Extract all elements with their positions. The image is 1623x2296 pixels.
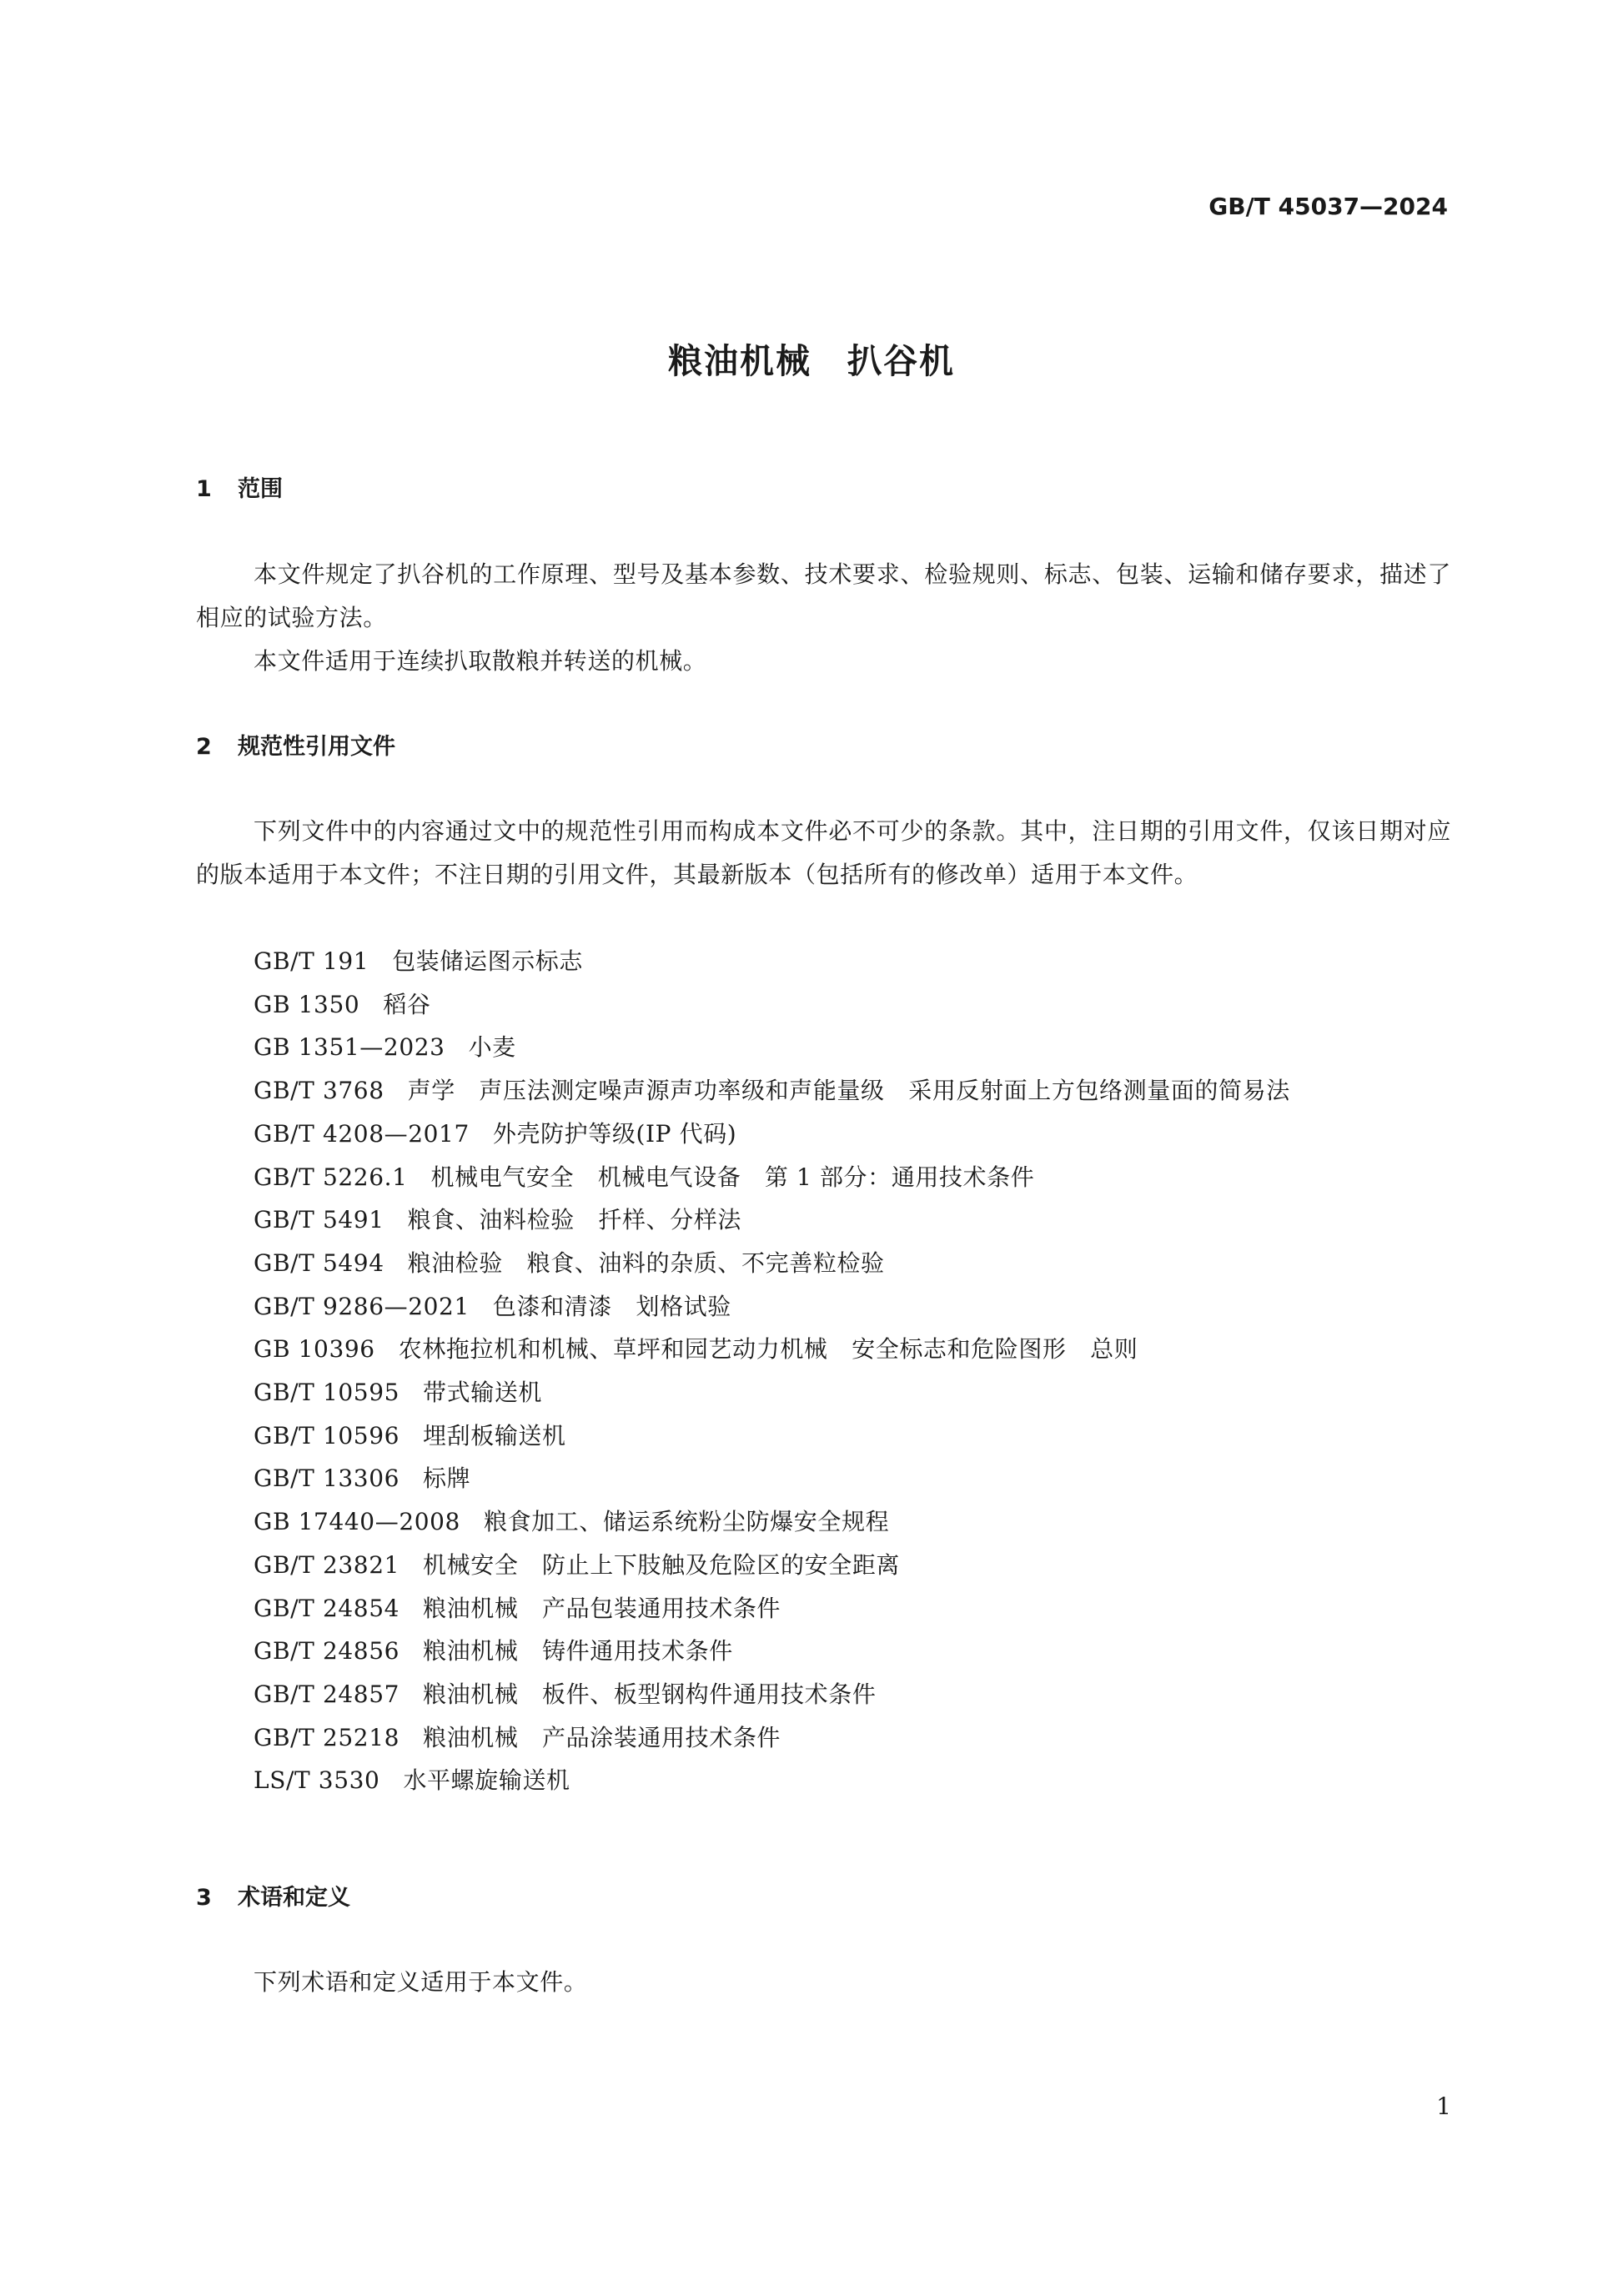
reference-title: 粮食加工、储运系统粉尘防爆安全规程 [483,1508,890,1536]
reference-title: 粮油机械 产品涂装通用技术条件 [423,1723,781,1751]
page-number: 1 [1436,2093,1451,2120]
reference-item [196,1156,1451,1199]
reference-item [196,1759,1451,1802]
reference-code: GB 1351—2023 [254,1033,445,1062]
section-title: 规范性引用文件 [238,734,395,760]
reference-title: 水平螺旋输送机 [403,1766,570,1795]
standard-code: GB/T 45037—2024 [1208,193,1448,220]
reference-title: 粮食、油料检验 扦样、分样法 [407,1206,742,1234]
terms-intro-paragraph: 下列术语和定义适用于本文件。 [254,1968,588,1996]
reference-title: 色漆和清漆 划格试验 [492,1292,731,1320]
reference-code: GB 17440—2008 [254,1508,460,1536]
scope-paragraph-2: 本文件适用于连续扒取散粮并转送的机械。 [254,647,707,675]
reference-title: 包装储运图示标志 [392,947,584,975]
reference-item [196,1285,1451,1329]
section-heading-terms [196,1882,350,1915]
reference-item [196,1587,1451,1630]
reference-item [196,1414,1451,1458]
reference-title: 粮油机械 板件、板型钢构件通用技术条件 [423,1680,877,1708]
scope-paragraph-1: 本文件规定了扒谷机的工作原理、型号及基本参数、技术要求、检验规则、标志、包装、运输和储存要求，描述了相应的试验方法。 [196,560,1451,631]
reference-item [196,1500,1451,1544]
reference-title: 粮油机械 铸件通用技术条件 [423,1637,733,1665]
reference-item [196,1328,1451,1371]
section-number: 2 [196,734,212,760]
section-heading-normative-references [196,731,395,764]
reference-code: GB 10396 [254,1335,375,1364]
reference-code: GB/T 9286—2021 [254,1292,470,1320]
reference-code: GB/T 5226.1 [254,1163,408,1191]
reference-item [196,940,1451,983]
reference-code: LS/T 3530 [254,1766,380,1795]
reference-title: 机械电气安全 机械电气设备 第 1 部分：通用技术条件 [430,1163,1035,1191]
reference-item [196,1069,1451,1113]
reference-code: GB/T 23821 [254,1550,400,1579]
reference-title: 小麦 [468,1033,516,1062]
section-heading-scope [196,473,283,506]
reference-code: GB/T 5491 [254,1206,384,1234]
reference-code: GB/T 5494 [254,1248,384,1277]
reference-title: 带式输送机 [423,1379,543,1407]
reference-title: 农林拖拉机和机械、草坪和园艺动力机械 安全标志和危险图形 总则 [398,1335,1138,1364]
section-title: 术语和定义 [238,1885,350,1911]
reference-code: GB/T 13306 [254,1465,400,1493]
reference-item [196,1716,1451,1760]
reference-title: 埋刮板输送机 [423,1421,566,1449]
reference-code: GB/T 24854 [254,1594,400,1622]
reference-title: 声学 声压法测定噪声源声功率级和声能量级 采用反射面上方包络测量面的简易法 [407,1077,1290,1105]
reference-item [196,1026,1451,1069]
reference-title: 机械安全 防止上下肢触及危险区的安全距离 [423,1550,901,1579]
reference-code: GB/T 24856 [254,1637,400,1665]
reference-title: 粮油机械 产品包装通用技术条件 [423,1594,781,1622]
reference-code: GB/T 10596 [254,1421,400,1449]
reference-item [196,1242,1451,1285]
reference-code: GB/T 25218 [254,1723,400,1751]
reference-code: GB 1350 [254,990,360,1018]
reference-item [196,1673,1451,1716]
reference-item [196,1198,1451,1242]
section-title: 范围 [238,476,283,502]
section-number: 1 [196,476,212,502]
reference-item [196,1113,1451,1156]
reference-code: GB/T 4208—2017 [254,1119,470,1148]
reference-item [196,983,1451,1027]
reference-item [196,1457,1451,1500]
reference-title: 外壳防护等级(IP 代码) [492,1119,737,1148]
reference-code: GB/T 10595 [254,1379,400,1407]
reference-title: 稻谷 [383,990,431,1018]
reference-code: GB/T 3768 [254,1077,384,1105]
section-number: 3 [196,1885,212,1911]
reference-code: GB/T 191 [254,947,369,975]
reference-item [196,1630,1451,1673]
reference-title: 粮油检验 粮食、油料的杂质、不完善粒检验 [407,1248,885,1277]
reference-item [196,1544,1451,1587]
document-title: 粮油机械 扒谷机 [668,341,955,381]
reference-code: GB/T 24857 [254,1680,400,1708]
references-intro-paragraph: 下列文件中的内容通过文中的规范性引用而构成本文件必不可少的条款。其中，注日期的引用文件，仅该日期对应的版本适用于本文件；不注日期的引用文件，其最新版本（包括所有的修改单）适用于本文件。 [196,817,1451,888]
reference-list [196,940,1451,1802]
reference-item [196,1371,1451,1414]
reference-title: 标牌 [423,1465,471,1493]
